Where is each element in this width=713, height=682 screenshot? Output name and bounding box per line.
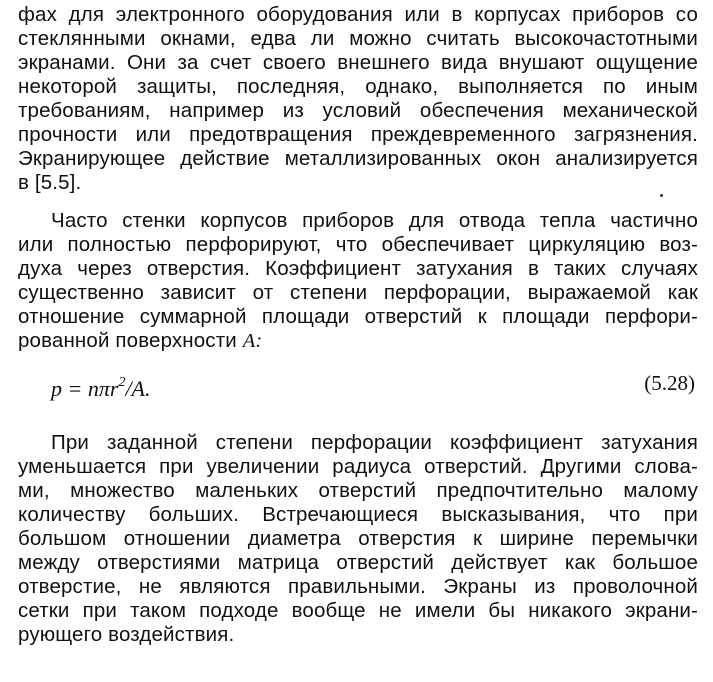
text-line: экранами. Они за счет своего внешнего вида внушают ощущение — [18, 51, 698, 74]
area-symbol: A: — [242, 330, 263, 352]
text-line — [18, 329, 698, 353]
text-line: прочности или предотвращения преждевременного загрязнения. — [18, 123, 698, 146]
text-line: в [5.5]. — [18, 171, 82, 194]
equation-5-28 — [51, 370, 151, 402]
text-line: между отверстиями матрица отверстий действует как большое — [18, 551, 698, 574]
text-line: духа через отверстия. Коэффициент затухания в таких случаях — [18, 257, 698, 280]
text-line: Экранирующее действие металлизированных окон анализируется — [18, 147, 698, 170]
equation-lhs: p = nπr — [51, 376, 119, 401]
text-line: отношение суммарной площади отверстий к площади перфори- — [18, 305, 698, 328]
text-line: стеклянными окнами, едва ли можно считать высокочастотными — [18, 27, 698, 50]
text-line: или полностью перфорируют, что обеспечивает циркуляцию воз- — [18, 233, 698, 256]
equation-number: (5.28) — [644, 371, 695, 395]
text-line: уменьшается при увеличении радиуса отверстий. Другими слова- — [18, 455, 698, 478]
text-line: существенно зависит от степени перфорации, выражаемой как — [18, 281, 698, 304]
equation-exponent: 2 — [118, 375, 126, 390]
text-line: рующего воздействия. — [18, 623, 235, 646]
text-line: количеству больших. Встречающиеся высказывания, что при — [18, 503, 698, 526]
text-line: большом отношении диаметра отверстия к ширине перемычки — [18, 527, 698, 550]
text-line: При заданной степени перфорации коэффициент затухания — [51, 431, 698, 454]
text-line: требованиям, например из условий обеспечения механической — [18, 99, 698, 122]
text-line: отверстие, не являются правильными. Экраны из проволочной — [18, 575, 698, 598]
text-fragment: рованной поверхности — [18, 329, 237, 352]
text-line: ми, множество маленьких отверстий предпочтительно малому — [18, 479, 698, 502]
equation-rhs: /A. — [125, 376, 151, 401]
text-line: некоторой защиты, последняя, однако, выполняется по иным — [18, 75, 698, 98]
text-line: Часто стенки корпусов приборов для отвода тепла частично — [51, 209, 698, 232]
scan-speck — [660, 194, 663, 197]
text-line: фах для электронного оборудования или в корпусах приборов со — [18, 3, 698, 26]
text-line: сетки при таком подходе вообще не имели бы никакого экрани- — [18, 599, 698, 622]
